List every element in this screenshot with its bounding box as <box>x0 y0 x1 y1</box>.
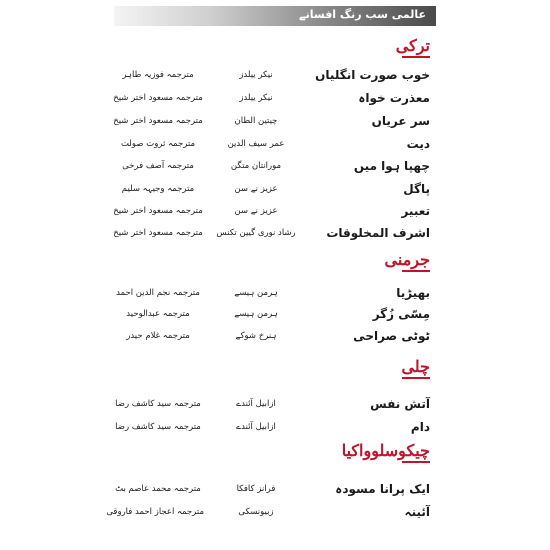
author-name: عمر سیف الدین <box>227 139 285 149</box>
section-title: چلی <box>401 357 430 379</box>
author-name: عزیز نے سن <box>234 206 278 216</box>
translator-name: مترجمہ مسعود اختر شیخ <box>113 93 203 103</box>
story-title: اشرف المخلوقات <box>326 226 430 240</box>
list-item <box>112 90 430 106</box>
story-title: بھیڑیا <box>396 286 430 300</box>
running-header-title: عالمی سب رنگ افسانے <box>299 8 426 21</box>
section-title: ترکی <box>396 36 430 58</box>
story-title: پاگل <box>403 182 430 196</box>
translator-name: مترجمہ سید کاشف رضا <box>115 399 201 409</box>
translator-name: مترجمہ مسعود اختر شیخ <box>113 206 203 216</box>
author-name: ہنرخ شوکے <box>235 331 277 341</box>
list-item <box>112 328 430 344</box>
author-name: ہرمن ہیسے <box>234 309 278 319</box>
list-item <box>112 481 430 497</box>
story-title: آئینہ <box>404 505 430 519</box>
author-name: چیتین الطان <box>234 116 278 126</box>
section-title: جرمنی <box>385 250 430 272</box>
list-item <box>112 285 430 301</box>
section-title: چیکوسلوواکیا <box>342 441 430 463</box>
author-name: مورانتان متگن <box>230 161 282 171</box>
story-title: دیت <box>406 137 430 151</box>
section-czechoslovakia <box>106 441 430 531</box>
story-title: ٹوٹی صراحی <box>353 329 430 343</box>
list-item <box>112 67 430 83</box>
list-item <box>112 113 430 129</box>
translator-name: مترجمہ مسعود اختر شیخ <box>113 228 203 238</box>
story-title: چھپا ہوا میں <box>353 159 430 173</box>
story-title: سر عریاں <box>371 114 430 128</box>
list-item <box>112 203 430 219</box>
translator-name: مترجمہ نجم الدین احمد <box>116 288 200 298</box>
translator-name: مترجمہ غلام حیدر <box>126 331 190 341</box>
story-title: تعبیر <box>401 204 430 218</box>
author-name: رشاد نوری گیین تکنس <box>216 228 296 238</box>
translator-name: مترجمہ وجیہہ سلیم <box>121 184 195 194</box>
translator-name: مترجمہ سید کاشف رضا <box>115 422 201 432</box>
list-item <box>112 225 430 241</box>
translator-name: مترجمہ فوزیہ طاہر <box>122 70 194 80</box>
translator-name: مترجمہ آصف فرخی <box>122 161 194 171</box>
story-title: دام <box>410 420 430 434</box>
story-title: ایک پرانا مسودہ <box>335 482 430 496</box>
section-turkey <box>112 36 430 246</box>
translator-name: مترجمہ عبدالوحید <box>126 309 190 319</box>
author-name: نیکر ییلدز <box>239 70 273 80</box>
section-chile <box>112 357 430 437</box>
list-item <box>112 158 430 174</box>
story-title: مِسّی زُگر <box>372 307 430 321</box>
list-item <box>112 136 430 152</box>
list-item <box>112 396 430 412</box>
author-name: ازابیل آئندے <box>236 422 276 432</box>
author-name: ہرمن ہیسے <box>234 288 278 298</box>
list-item <box>112 419 430 435</box>
story-title: خوب صورت انگلیاں <box>315 68 430 82</box>
author-name: فرانز کافکا <box>236 484 276 494</box>
translator-name: مترجمہ محمد عاصم بٹ <box>115 484 201 494</box>
list-item <box>112 306 430 322</box>
story-title: آتش نفس <box>370 397 430 411</box>
author-name: نیکر ییلدز <box>239 93 273 103</box>
section-germany <box>112 250 430 350</box>
translator-name: مترجمہ ثروت صولت <box>120 139 196 149</box>
translator-name: مترجمہ اعجاز احمد فاروقی <box>106 507 204 517</box>
list-item <box>112 181 430 197</box>
author-name: ازابیل آئندے <box>236 399 276 409</box>
translator-name: مترجمہ مسعود اختر شیخ <box>113 116 203 126</box>
list-item <box>106 504 430 520</box>
author-name: عزیز نے سن <box>234 184 278 194</box>
author-name: زبیونسکی <box>238 507 274 517</box>
story-title: معذرت خواہ <box>358 91 430 105</box>
